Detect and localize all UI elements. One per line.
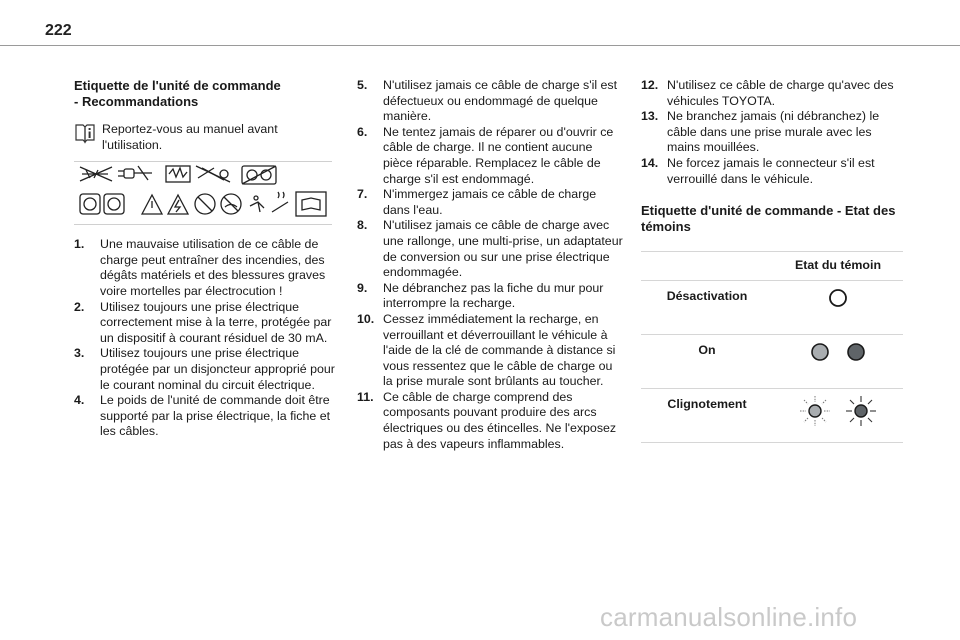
list-item — [74, 393, 336, 440]
list-item — [74, 237, 336, 299]
item-text: N'utilisez jamais ce câble de charge avec une rallonge, une multi-prise, un adaptateur de conversion ou sur une prise électrique endommagée. — [383, 218, 623, 280]
item-number: 4. — [74, 393, 85, 408]
section-title-line-1: Etiquette de l'unité de commande — [74, 78, 281, 93]
column-1 — [74, 78, 336, 440]
column-3 — [641, 78, 903, 443]
no-extension-icon — [80, 167, 112, 181]
recommendations-list-2 — [357, 78, 623, 452]
table-row — [641, 335, 903, 389]
lamp-blinking-light-icon — [799, 395, 831, 427]
lamp-on-dark-icon — [845, 341, 867, 363]
lamp-on-light-icon — [809, 341, 831, 363]
warning-label-image — [74, 161, 332, 225]
table-row — [641, 389, 903, 443]
plug-cable-icon — [118, 166, 152, 180]
note-text: Reportez-vous au manuel avant l'utilisation. — [102, 122, 278, 152]
lamp-cell-off — [773, 281, 903, 335]
warning-pictograms — [74, 162, 332, 224]
item-number: 7. — [357, 187, 368, 202]
item-text: N'immergez jamais ce câble de charge dans l'eau. — [383, 187, 597, 217]
list-item — [357, 78, 623, 125]
list-item — [74, 300, 336, 347]
item-number: 1. — [74, 237, 85, 252]
hot-surface-icon — [272, 192, 288, 212]
item-text: N'utilisez ce câble de charge qu'avec des véhicules TOYOTA. — [667, 78, 894, 108]
list-item — [641, 78, 903, 109]
item-number: 14. — [641, 155, 659, 170]
item-number: 11. — [357, 389, 374, 404]
item-text: Ne forcez jamais le connecteur s'il est verrouillé dans le véhicule. — [667, 155, 875, 186]
item-number: 13. — [641, 109, 659, 124]
item-number: 2. — [74, 299, 85, 314]
list-item — [74, 346, 336, 393]
no-water-icon — [242, 166, 276, 184]
no-immersion-icon — [221, 194, 241, 214]
item-text: Ne tentez jamais de réparer ou d'ouvrir ce câble de charge. Il ne contient aucune pièce réparable. Remplacez le câble de charge s'il est endommagé. — [383, 124, 614, 186]
table-row — [641, 281, 903, 335]
recommendations-list-3 — [641, 78, 903, 187]
list-item — [357, 281, 623, 312]
caution-triangle-icon — [142, 195, 162, 214]
manual-note — [74, 122, 336, 153]
no-spark-icon — [166, 166, 190, 182]
lamp-cell-blinking — [773, 389, 903, 443]
lamp-blinking-dark-icon — [845, 395, 877, 427]
list-item — [641, 109, 903, 156]
item-number: 12. — [641, 78, 659, 92]
list-item — [641, 156, 903, 187]
no-wet-hands-icon — [195, 194, 215, 214]
list-item — [357, 218, 623, 280]
row-label-on: On — [641, 335, 773, 389]
page-number: 222 — [45, 22, 72, 39]
header-divider — [0, 45, 960, 46]
item-text: Cessez immédiatement la recharge, en verrouillant et déverrouillant le véhicule à l'aide de la clé de commande à distance si vous ressentez que le câble de charge ou la prise murale sont brûlants au toucher. — [383, 311, 616, 389]
item-text: Une mauvaise utilisation de ce câble de charge peut entraîner des incendies, des dégâts matériels et des blessures graves voire mortelles par électrocution ! — [100, 237, 326, 298]
section-title-indicator-status: Etiquette d'unité de commande - Etat des témoins — [641, 203, 896, 235]
table-header-row — [641, 252, 903, 281]
lamp-off-icon — [827, 287, 849, 309]
no-adapter-icon — [196, 166, 230, 182]
watermark: carmanualsonline.info — [600, 602, 858, 632]
item-text: Ne branchez jamais (ni débranchez) le câble dans une prise murale avec les mains mouillées. — [667, 109, 880, 155]
item-number: 8. — [357, 218, 368, 233]
item-text: Ne débranchez pas la fiche du mur pour interrompre la recharge. — [383, 280, 604, 311]
row-label-blinking: Clignotement — [641, 389, 773, 443]
list-item — [357, 125, 623, 187]
item-text: Le poids de l'unité de commande doit être supporté par la prise électrique, la fiche et les câbles. — [100, 393, 331, 439]
item-number: 6. — [357, 124, 368, 139]
item-text: Ce câble de charge comprend des composants pouvant produire des arcs électriques ou des étincelles. Ne l'exposez pas à des vapeurs inflammables. — [383, 389, 617, 451]
item-number: 10. — [357, 311, 375, 326]
grounded-socket-icon — [80, 194, 124, 214]
section-title-recommendations — [74, 78, 336, 110]
table-header-status: Etat du témoin — [773, 252, 903, 281]
indicator-status-table — [641, 251, 903, 443]
electric-shock-icon — [168, 195, 188, 214]
row-label-off: Désactivation — [641, 281, 773, 335]
recommendations-list-1 — [74, 237, 336, 440]
item-text: Utilisez toujours une prise électrique protégée par un disjoncteur approprié pour le courant nominal du circuit électrique. — [100, 346, 335, 392]
list-item — [357, 187, 623, 218]
item-number: 5. — [357, 78, 368, 92]
column-2 — [357, 78, 623, 452]
list-item — [357, 390, 623, 452]
item-text: N'utilisez jamais ce câble de charge s'il est défectueux ou endommagé de quelque manière. — [383, 78, 618, 124]
manual-reference-icon — [296, 192, 326, 216]
trip-hazard-icon — [250, 196, 264, 212]
table-header-empty — [641, 252, 773, 281]
lamp-cell-on — [773, 335, 903, 389]
list-item — [357, 312, 623, 390]
item-number: 9. — [357, 280, 368, 295]
item-number: 3. — [74, 346, 85, 361]
section-title-line-2: - Recommandations — [74, 94, 199, 109]
item-text: Utilisez toujours une prise électrique correctement mise à la terre, protégée par un dispositif à courant résiduel de 30 mA. — [100, 299, 332, 345]
book-info-icon — [74, 122, 96, 144]
